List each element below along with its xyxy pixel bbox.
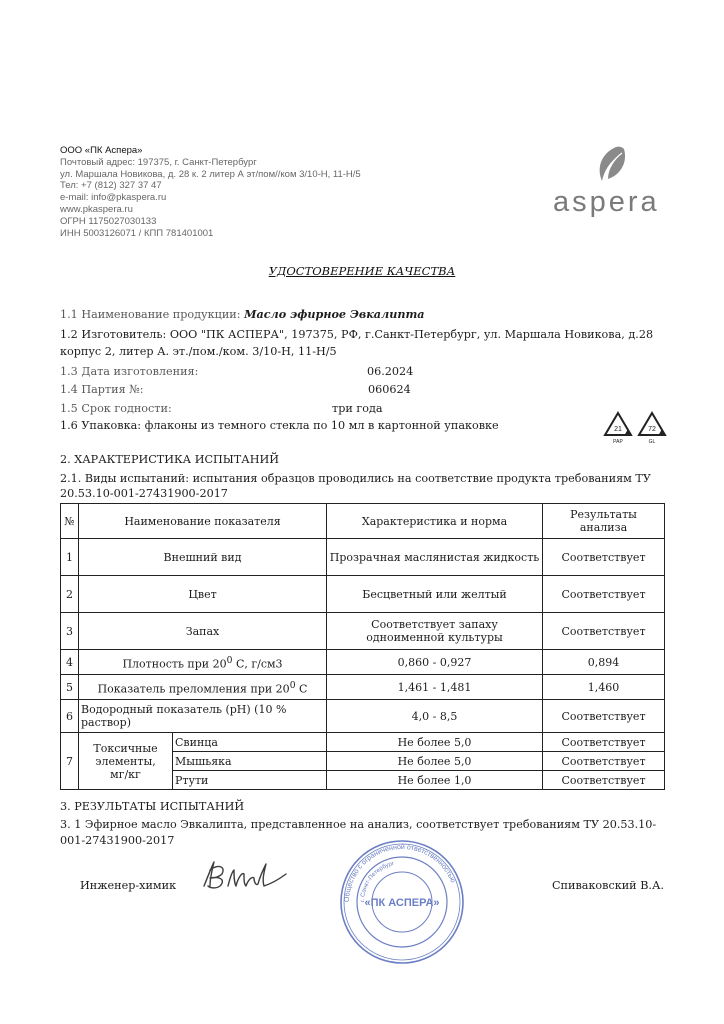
section3-heading: 3. РЕЗУЛЬТАТЫ ИСПЫТАНИЙ [60,800,245,813]
row-result: Соответствует [543,700,665,733]
product-value: Масло эфирное Эвкалипта [244,307,425,321]
maker-line2: корпус 2, литер А. эт./пом./ком. 3/10-Н, 11-Н/5 [60,345,337,358]
company-name: ООО «ПК Аспера» [60,145,143,156]
row-num: 6 [61,700,79,733]
header-num: № [61,504,79,539]
header-result-line1: Результаты [570,508,637,521]
recycle-pap-number: 21 [614,426,622,433]
row-result: 1,460 [543,675,665,700]
toxic-norm: Не более 5,0 [327,752,543,771]
toxic-norm: Не более 1,0 [327,771,543,790]
row-name-prefix: Плотность при 20 [122,657,227,671]
date-value: 06.2024 [367,365,414,378]
recycle-gl-icon [636,410,668,444]
company-phone: Тел: +7 (812) 327 37 47 [60,180,162,192]
seal-ring-text: Общество с ограниченной ответственностью [343,843,457,903]
row-num: 1 [61,539,79,576]
row-num: 2 [61,576,79,613]
toxic-element: Свинца [173,733,327,752]
row-norm: 4,0 - 8,5 [327,700,543,733]
header-result [543,504,665,539]
toxic-num: 7 [61,733,79,790]
header-norm: Характеристика и норма [327,504,543,539]
toxic-element: Ртути [173,771,327,790]
shelf-life-value: три года [332,402,383,415]
table-row [61,539,665,576]
toxic-label-line1: Токсичные [93,741,158,755]
maker-line1: 1.2 Изготовитель: ООО "ПК АСПЕРА", 197375, РФ, г.Санкт-Петербург, ул. Маршала Новикова, д.28 [60,328,654,341]
section2-line2: 20.53.10-001-27431900-2017 [60,487,228,500]
row-name-line1: Водородный показатель (pH) (10 % [81,703,287,716]
engineer-label: Инженер-химик [80,879,177,892]
row-result: Соответствует [543,539,665,576]
toxic-result: Соответствует [543,752,665,771]
table-row [61,700,665,733]
company-address-line1: Почтовый адрес: 197375, г. Санкт-Петербург [60,156,257,168]
company-seal-icon [338,838,466,966]
document-title [0,264,724,278]
row-name-line2: раствор) [81,716,131,729]
row-result: Соответствует [543,576,665,613]
table-row [61,613,665,650]
company-address-line2: ул. Маршала Новикова, д. 28 к. 2 литер А эт/пом//ком 3/10-Н, 11-Н/5 [60,168,361,180]
handwritten-signature-icon [198,856,290,896]
row-norm: 1,461 - 1,481 [327,675,543,700]
row-num: 4 [61,650,79,675]
recycle-gl-number: 72 [648,426,656,433]
row-name-sup: 0 [226,654,233,666]
product-label: 1.1 Наименование продукции: [60,308,241,321]
table-row [61,650,665,675]
row-name-prefix: Показатель преломления при 20 [97,682,290,696]
seal-inner-ring-text: г. Санкт-Петербург [359,860,395,903]
recycle-gl-label: GL [648,439,656,444]
company-header [60,145,361,239]
date-label: 1.3 Дата изготовления: [60,365,199,378]
table-row [61,675,665,700]
shelf-life-label: 1.5 Срок годности: [60,402,172,415]
document-title-text: УДОСТОВЕРЕНИЕ КАЧЕСТВА [268,264,456,278]
row-name: Запах [79,613,327,650]
section3-line2: 001-27431900-2017 [60,834,175,847]
row-name-sup: 0 [289,679,296,691]
company-inn-kpp: ИНН 5003126071 / КПП 781401001 [60,227,214,239]
table-row-toxic [61,733,665,752]
toxic-label-line2: элементы, [95,754,156,768]
quality-table [60,503,665,790]
row-norm: Бесцветный или желтый [327,576,543,613]
row-norm-line2: одноименной культуры [366,631,503,644]
header-result-line2: анализа [579,521,628,534]
engineer-name: Спиваковский В.А. [552,879,665,892]
row-name [79,700,327,733]
toxic-element: Мышьяка [173,752,327,771]
section2-heading: 2. ХАРАКТЕРИСТИКА ИСПЫТАНИЙ [60,453,279,466]
row-name [79,650,327,675]
packaging-line: 1.6 Упаковка: флаконы из темного стекла по 10 мл в картонной упаковке [60,419,499,432]
recycle-pap-label: PAP [613,439,623,444]
row-norm [327,613,543,650]
table-header-row [61,504,665,539]
row-name [79,675,327,700]
company-email: e-mail: info@pkaspera.ru [60,192,167,204]
row-norm: 0,860 - 0,927 [327,650,543,675]
row-norm: Прозрачная маслянистая жидкость [327,539,543,576]
row-name-suffix: С, г/см3 [232,657,283,671]
company-logo-text: aspera [553,186,660,218]
recycle-pap-icon [602,410,634,444]
row-result: Соответствует [543,613,665,650]
toxic-result: Соответствует [543,771,665,790]
seal-center-text: «ПК АСПЕРА» [364,897,440,909]
leaf-logo-icon [594,145,630,185]
row-result: 0,894 [543,650,665,675]
section3-line1: 3. 1 Эфирное масло Эвкалипта, представленное на анализ, соответствует требованиям ТУ 20.53.10- [60,818,657,831]
batch-label: 1.4 Партия №: [60,383,144,396]
row-norm-line1: Соответствует запаху [371,618,498,631]
product-line [60,307,425,321]
row-name: Цвет [79,576,327,613]
toxic-label [79,733,173,790]
toxic-result: Соответствует [543,733,665,752]
row-name: Внешний вид [79,539,327,576]
company-ogrn: ОГРН 1175027030133 [60,215,157,227]
toxic-label-line3: мг/кг [110,767,141,781]
section2-line1: 2.1. Виды испытаний: испытания образцов проводились на соответствие продукта требованиям ТУ [60,472,651,485]
table-row [61,576,665,613]
row-name-suffix: С [295,682,308,696]
header-name: Наименование показателя [79,504,327,539]
row-num: 3 [61,613,79,650]
batch-value: 060624 [368,383,411,396]
toxic-norm: Не более 5,0 [327,733,543,752]
company-website: www.pkaspera.ru [60,203,133,215]
row-num: 5 [61,675,79,700]
